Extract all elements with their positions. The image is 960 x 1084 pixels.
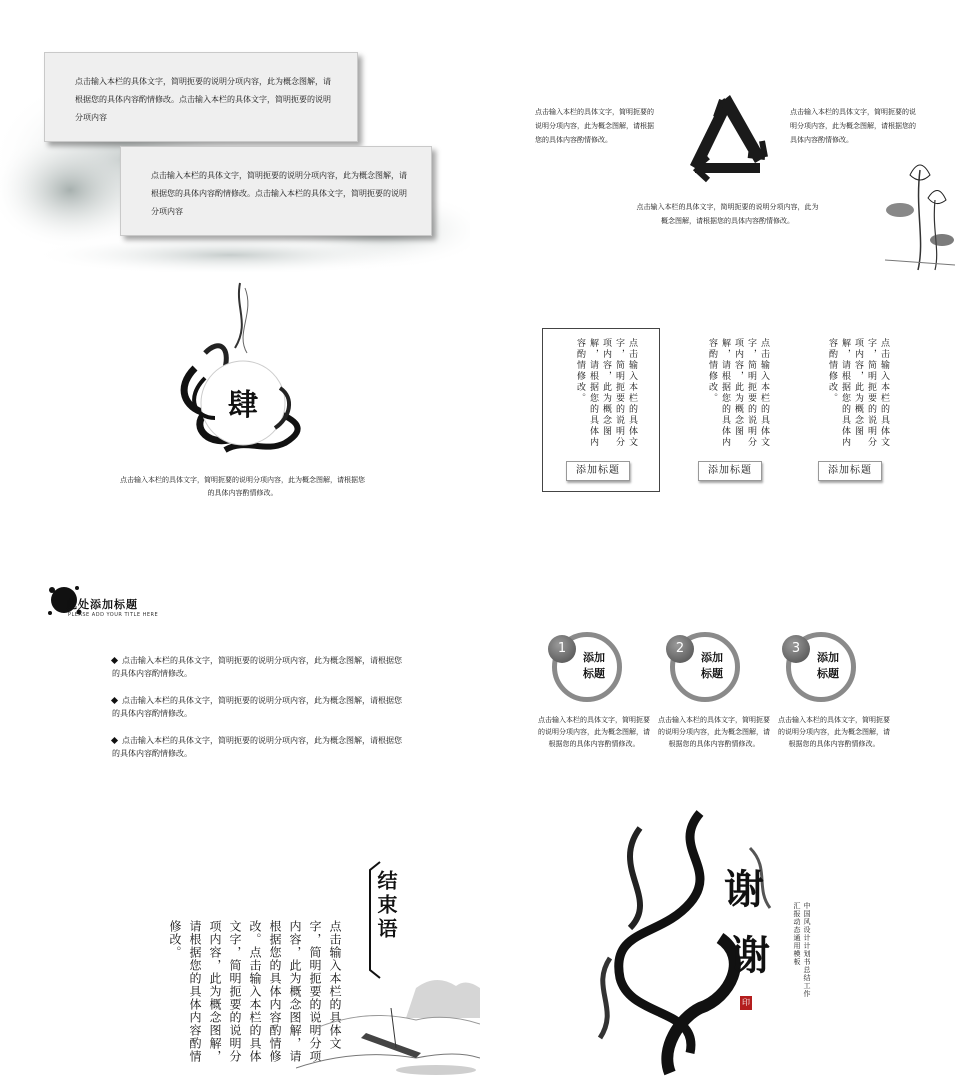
thanks-char-2: 谢: [730, 932, 770, 979]
bullet-item-1: 点击输入本栏的具体文字，简明扼要的说明分项内容，此为概念图解，请根据您的具体内容酌情修改。: [112, 656, 402, 678]
bullet-item-3: 点击输入本栏的具体文字，简明扼要的说明分项内容，此为概念图解，请根据您的具体内容酌情修改。: [112, 736, 402, 758]
column-1-button[interactable]: 添加标题: [566, 461, 630, 481]
brush-arrow-triangle: [670, 85, 780, 195]
column-1-text: 点击输入本栏的具体文字，简明扼要的说明分项内容，此为概念图解，请根据您的具体内容酌情修改。: [575, 338, 637, 448]
circle-1-label-line2: 标题: [583, 667, 605, 680]
closing-body: 点击输入本栏的具体文字，简明扼要的说明分项内容，此为概念图解，请根据您的具体内容酌情修改。点击输入本栏的具体文字，简明扼要的说明分项内容，此为概念图解，请根据您的具体内容酌情修改。: [168, 920, 342, 1063]
bottom-text: 点击输入本栏的具体文字，简明扼要的说明分项内容，此为概念图解，请根据您的具体内容酌情修改。: [636, 203, 819, 225]
column-3-button[interactable]: 添加标题: [818, 461, 882, 481]
number-badge-2: 2: [666, 635, 694, 663]
text-box-top-content: 点击输入本栏的具体文字，简明扼要的说明分项内容，此为概念图解，请根据您的具体内容酌情修改。点击输入本栏的具体文字，简明扼要的说明分项内容: [75, 77, 331, 122]
circle-2-label-line1: 添加: [701, 651, 723, 664]
column-3-text: 点击输入本栏的具体文字，简明扼要的说明分项内容，此为概念图解，请根据您的具体内容酌情修改。: [827, 338, 889, 448]
closing-title: 结束语: [374, 870, 398, 942]
section-subtitle: PLEASE ADD YOUR TITLE HERE: [68, 612, 159, 618]
circle-2-label-line2: 标题: [701, 667, 723, 680]
ink-smoke-circle: [165, 278, 325, 468]
slide-7: [0, 808, 480, 1084]
slide-6: [490, 560, 960, 790]
item-3-text: 点击输入本栏的具体文字，简明扼要的说明分项内容，此为概念图解，请根据您的具体内容酌情修改。: [778, 716, 890, 748]
column-2-text: 点击输入本栏的具体文字，简明扼要的说明分项内容，此为概念图解，请根据您的具体内容酌情修改。: [707, 338, 769, 448]
text-box-bottom: [120, 146, 432, 236]
item-2-text: 点击输入本栏的具体文字，简明扼要的说明分项内容，此为概念图解，请根据您的具体内容酌情修改。: [658, 716, 770, 748]
circle-3-label-line1: 添加: [817, 651, 839, 664]
slide-4: [490, 278, 960, 533]
center-character: 肆: [228, 388, 258, 423]
diamond-bullet-icon: [111, 697, 118, 704]
diamond-bullet-icon: [111, 737, 118, 744]
caption-text: 点击输入本栏的具体文字，简明扼要的说明分项内容，此为概念图解，请根据您的具体内容酌情修改。: [120, 476, 365, 497]
right-text: 点击输入本栏的具体文字，简明扼要的说明分项内容，此为概念图解，请根据您的具体内容酌情修改。: [790, 108, 916, 144]
number-badge-1: 1: [548, 635, 576, 663]
bullet-item-2: 点击输入本栏的具体文字，简明扼要的说明分项内容，此为概念图解，请根据您的具体内容酌情修改。: [112, 696, 402, 718]
left-text: 点击输入本栏的具体文字，简明扼要的说明分项内容，此为概念图解，请根据您的具体内容酌情修改。: [535, 108, 654, 144]
text-box-top: [44, 52, 358, 142]
circle-1-label-line1: 添加: [583, 651, 605, 664]
side-caption: 中国风设计计划书总结工作汇报动态通用模板: [793, 902, 811, 998]
number-badge-3: 3: [782, 635, 810, 663]
red-seal: 印: [740, 996, 752, 1010]
diamond-bullet-icon: [111, 657, 118, 664]
column-2-button[interactable]: 添加标题: [698, 461, 762, 481]
slide-8: [490, 808, 960, 1084]
slide-3: [0, 278, 470, 533]
text-box-bottom-content: 点击输入本栏的具体文字，简明扼要的说明分项内容，此为概念图解，请根据您的具体内容酌情修改。点击输入本栏的具体文字，简明扼要的说明分项内容: [151, 171, 407, 216]
circle-3-label-line2: 标题: [817, 667, 839, 680]
slide-5: [0, 560, 470, 790]
landscape-boat-painting: [296, 958, 480, 1084]
thanks-char-1: 谢: [724, 866, 764, 913]
slide-2: [490, 0, 960, 272]
section-title: 此处添加标题: [66, 598, 138, 611]
slide-1: [0, 0, 470, 272]
lotus-ink-painting: [880, 150, 960, 272]
item-1-text: 点击输入本栏的具体文字，简明扼要的说明分项内容，此为概念图解，请根据您的具体内容酌情修改。: [538, 716, 650, 748]
